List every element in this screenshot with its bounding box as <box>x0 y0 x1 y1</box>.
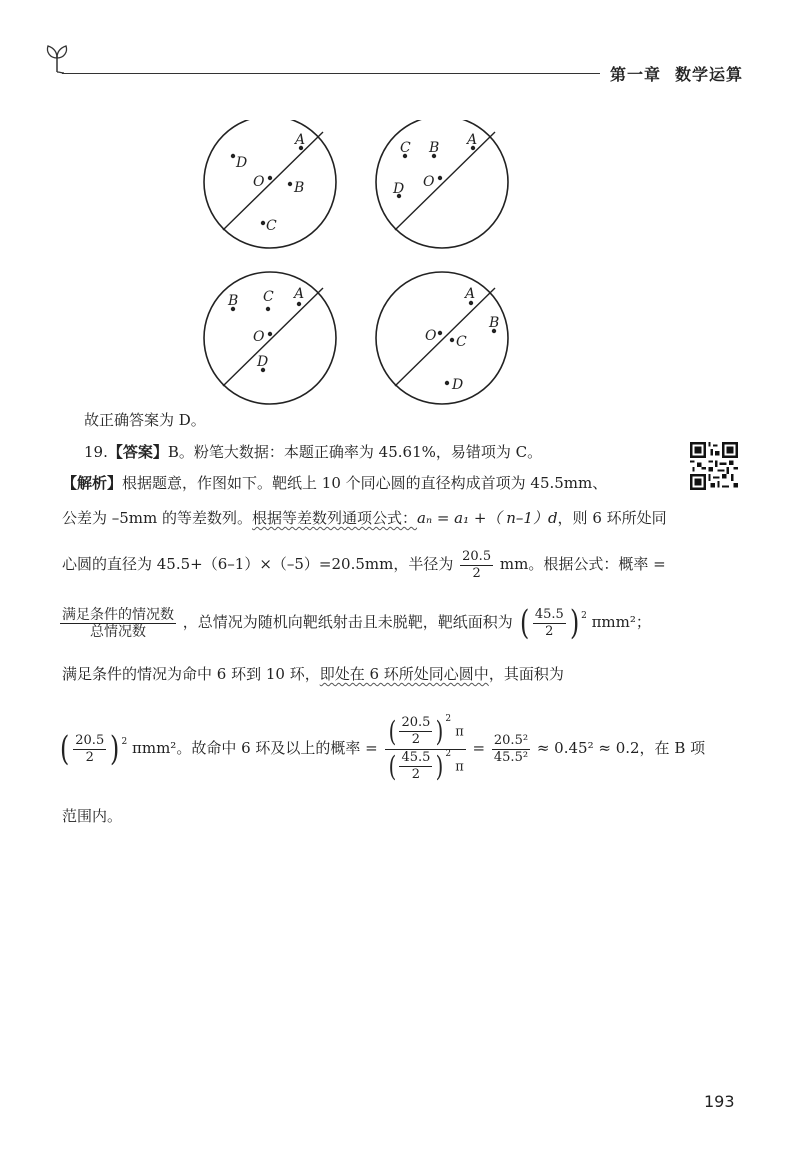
denominator: 2 <box>85 749 94 765</box>
text-segment: ≈ 0.45² ≈ 0.2，在 B 项 <box>536 739 706 757</box>
answer-line: 故正确答案为 D。 <box>84 411 206 429</box>
label-d: D <box>257 354 269 370</box>
analysis-tag: 【解析】 <box>62 474 123 492</box>
formula: aₙ = a₁ +（ n–1）d <box>417 509 558 527</box>
target-circle-2 <box>376 120 508 248</box>
chapter-number: 第一章 <box>610 65 662 84</box>
numerator: 20.5 <box>462 548 492 564</box>
analysis-line-4: $\frac{\text{满足条件的情况数}}{\text{总情况数}}$ ，总情况为随机向靶纸射击且未脱靶，靶纸面积为 ( $\frac{45.5}{2}$ ) $^2$ πmm²； <box>62 603 651 643</box>
denominator: 总情况数 <box>90 623 146 640</box>
text-segment: 心圆的直径为 45.5+（6–1）×（–5）=20.5mm，半径为 <box>62 555 454 573</box>
chapter-title: 数学运算 <box>675 65 744 84</box>
label-o: O <box>253 329 265 345</box>
label-a: A <box>465 286 476 302</box>
text-segment: 公差为 –5mm 的等差数列。 <box>62 509 253 527</box>
answer-text: B。粉笔大数据：本题正确率为 45.61%，易错项为 C。 <box>167 443 543 461</box>
label-o: O <box>253 174 265 190</box>
denominator: 2 <box>472 565 481 581</box>
probability-fraction <box>60 607 176 640</box>
pi-symbol: π <box>455 724 464 739</box>
label-d: D <box>452 377 464 393</box>
numerator: 20.5 <box>75 732 105 748</box>
label-d: D <box>236 155 248 171</box>
page-number: 193 <box>704 1092 735 1111</box>
text-segment: 满足条件的情况为命中 6 环到 10 环， <box>62 665 320 683</box>
label-d: D <box>393 181 405 197</box>
question-number: 19. <box>84 443 108 461</box>
target-circle-1 <box>204 120 336 248</box>
denominator: 2 <box>411 732 421 747</box>
analysis-text: 根据题意，作图如下。靶纸上 10 个同心圆的直径构成首项为 45.5mm、 <box>122 474 608 492</box>
exponent: 2 <box>445 748 452 759</box>
label-o: O <box>425 328 437 344</box>
analysis-line-5 <box>62 664 564 684</box>
target-circle-4 <box>376 272 508 404</box>
ratio-fraction <box>385 715 466 784</box>
fraction <box>73 733 106 766</box>
numerator: ( $\frac{20.5}{2}$ ) $^2$ π <box>385 715 466 750</box>
numerator: 20.5² <box>493 732 529 748</box>
label-b: B <box>294 180 305 196</box>
label-b: B <box>489 315 500 331</box>
label-c: C <box>263 289 274 305</box>
qr-code-icon <box>690 442 738 490</box>
chapter-header <box>610 62 757 85</box>
fraction <box>492 733 530 766</box>
text-segment: ，其面积为 <box>488 665 564 683</box>
text-segment: πmm²。故命中 6 环及以上的概率 = <box>132 739 378 757</box>
emphasis-text: 根据等差数列通项公式： <box>252 509 418 527</box>
analysis-line-3 <box>62 544 666 584</box>
label-c: C <box>400 140 411 156</box>
emphasis-text: 即处在 6 环所处同心圆中 <box>319 665 489 683</box>
numerator: 45.5 <box>401 750 431 765</box>
denominator: 45.5² <box>493 749 529 765</box>
fraction <box>460 549 493 582</box>
analysis-line-6: ( $\frac{20.5}{2}$ ) $^2$ πmm²。故命中 6 环及以上的概率 = ( $\frac{20.5}{2}$ ) $^2$ π ( $\frac{45.5}{2}$ ) $^2$ π = $\frac{\text{20.5²}}{\text{45.5²}}$ ≈ 0.45² ≈ 0.2，在 B 项 <box>59 713 706 783</box>
answer-summary <box>84 442 542 462</box>
text-segment: ，则 6 环所处同 <box>557 509 667 527</box>
answer-tag: 【答案】 <box>107 443 168 461</box>
label-a: A <box>294 286 305 302</box>
target-circle-3 <box>204 272 336 404</box>
leaf-logo-icon <box>40 42 74 76</box>
denominator: 2 <box>545 623 554 639</box>
analysis-line-7: 范围内。 <box>62 807 123 825</box>
exponent: 2 <box>121 737 128 747</box>
numerator: 20.5 <box>401 715 431 730</box>
label-b: B <box>228 293 239 309</box>
text-segment: πmm²； <box>591 613 651 631</box>
label-a: A <box>295 132 306 148</box>
text-segment: mm。根据公式：概率 = <box>499 555 666 573</box>
label-a: A <box>467 132 478 148</box>
analysis-line-1 <box>62 473 607 493</box>
denominator: ( $\frac{45.5}{2}$ ) $^2$ π <box>388 748 464 783</box>
analysis-line-2 <box>62 508 667 528</box>
exponent: 2 <box>581 611 587 621</box>
numerator: 满足条件的情况数 <box>62 606 174 623</box>
exponent: 2 <box>445 713 452 724</box>
label-c: C <box>456 334 467 350</box>
target-diagram <box>195 120 525 410</box>
numerator: 45.5 <box>534 606 564 622</box>
header-rule <box>62 73 600 74</box>
fraction <box>533 607 566 640</box>
pi-symbol: π <box>455 759 464 774</box>
label-b: B <box>429 140 440 156</box>
label-c: C <box>266 218 277 234</box>
text-segment: ，总情况为随机向靶纸射击且未脱靶，靶纸面积为 <box>182 613 513 631</box>
label-o: O <box>423 174 435 190</box>
denominator: 2 <box>411 767 421 782</box>
